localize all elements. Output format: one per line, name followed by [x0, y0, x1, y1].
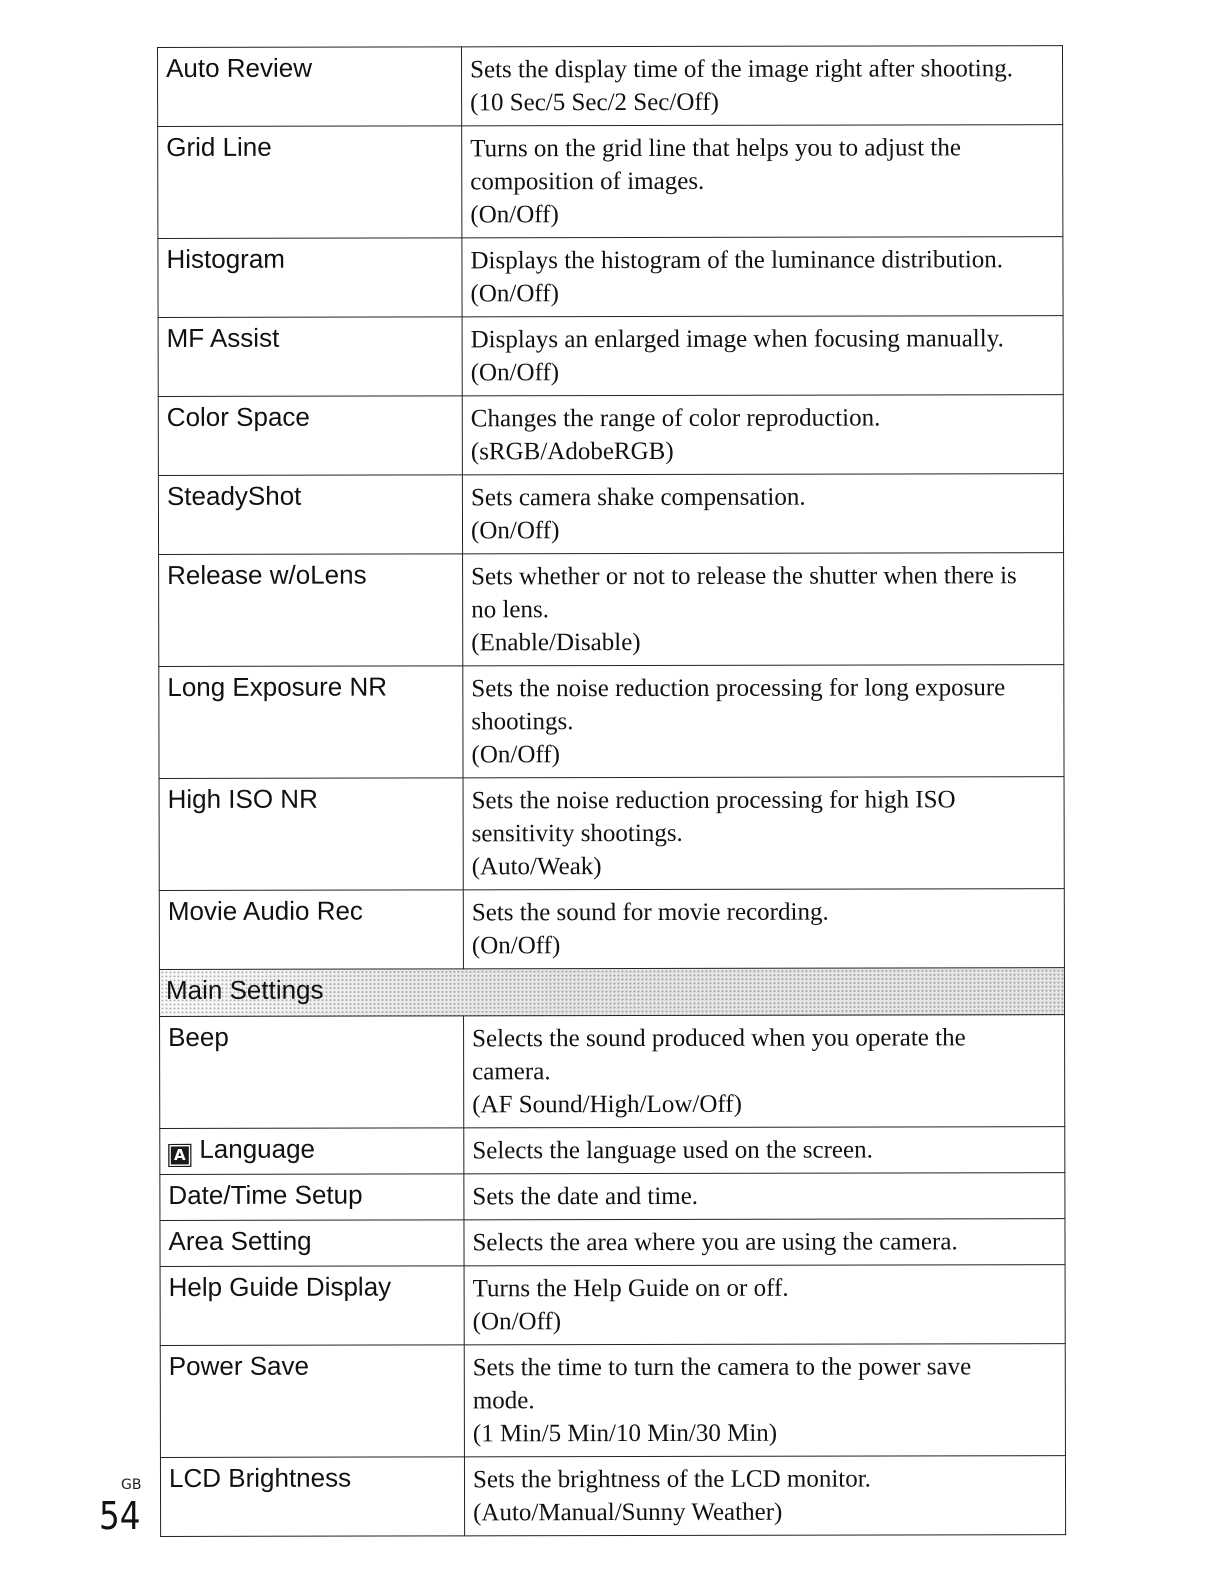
setting-description: Sets the brightness of the LCD monitor. (Auto/Manual/Sunny Weather)	[464, 1456, 1065, 1536]
table-row	[159, 889, 1064, 970]
setting-name: SteadyShot	[158, 475, 462, 555]
language-icon: A	[168, 1144, 191, 1167]
setting-description: Selects the sound produced when you operate the camera. (AF Sound/High/Low/Off)	[464, 1015, 1065, 1128]
setting-name: Movie Audio Rec	[159, 890, 463, 970]
setting-description: Turns the Help Guide on or off. (On/Off)	[464, 1265, 1065, 1345]
setting-description: Displays an enlarged image when focusing manually. (On/Off)	[462, 316, 1063, 396]
table-row	[158, 46, 1063, 127]
setting-name: Color Space	[158, 396, 462, 476]
setting-name: Long Exposure NR	[159, 666, 463, 779]
setting-name: LCD Brightness	[160, 1457, 464, 1537]
table-row	[158, 237, 1063, 318]
setting-name: A Language	[160, 1128, 464, 1175]
setting-description: Sets the sound for movie recording. (On/Off)	[463, 889, 1064, 969]
table-row	[160, 1173, 1065, 1221]
setting-description: Sets the noise reduction processing for long exposure shootings. (On/Off)	[463, 665, 1064, 778]
setting-name: Release w/oLens	[159, 554, 463, 667]
table-row	[159, 665, 1064, 779]
setting-name: Auto Review	[158, 47, 462, 127]
settings-table	[157, 45, 1066, 1537]
setting-name: MF Assist	[158, 317, 462, 397]
setting-description: Sets the date and time.	[464, 1173, 1065, 1220]
setting-description: Selects the language used on the screen.	[464, 1127, 1065, 1174]
section-title: Main Settings	[159, 968, 1064, 1017]
region-code: GB	[121, 1477, 142, 1493]
setting-name: High ISO NR	[159, 778, 463, 891]
table-row	[160, 1456, 1065, 1537]
page-number: 54	[99, 1494, 141, 1538]
setting-name: Grid Line	[158, 126, 462, 239]
setting-description: Sets camera shake compensation. (On/Off)	[462, 474, 1063, 554]
table-row	[160, 1265, 1065, 1346]
setting-name: Power Save	[160, 1345, 464, 1458]
setting-description: Sets whether or not to release the shutter when there is no lens. (Enable/Disable)	[463, 553, 1064, 666]
setting-description: Changes the range of color reproduction. (sRGB/AdobeRGB)	[462, 395, 1063, 475]
table-row	[160, 1127, 1065, 1175]
setting-name: Date/Time Setup	[160, 1174, 464, 1221]
table-row	[159, 553, 1064, 667]
setting-description: Sets the time to turn the camera to the power save mode. (1 Min/5 Min/10 Min/30 Min)	[464, 1344, 1065, 1457]
setting-name: Help Guide Display	[160, 1266, 464, 1346]
setting-description: Sets the noise reduction processing for high ISO sensitivity shootings. (Auto/Weak)	[463, 777, 1064, 890]
section-header-row	[159, 968, 1064, 1017]
table-row	[158, 474, 1063, 555]
setting-description: Selects the area where you are using the camera.	[464, 1219, 1065, 1266]
table-row	[158, 125, 1063, 239]
table-row	[158, 316, 1063, 397]
table-row	[160, 1219, 1065, 1267]
setting-name: Beep	[160, 1016, 464, 1129]
table-row	[160, 1015, 1065, 1129]
setting-description: Displays the histogram of the luminance distribution. (On/Off)	[462, 237, 1063, 317]
table-row	[159, 777, 1064, 891]
setting-description: Turns on the grid line that helps you to adjust the composition of images. (On/Off)	[462, 125, 1063, 238]
setting-name: Histogram	[158, 238, 462, 318]
setting-name: Area Setting	[160, 1220, 464, 1267]
table-row	[158, 395, 1063, 476]
table-row	[160, 1344, 1065, 1458]
setting-description: Sets the display time of the image right after shooting. (10 Sec/5 Sec/2 Sec/Off)	[462, 46, 1063, 126]
